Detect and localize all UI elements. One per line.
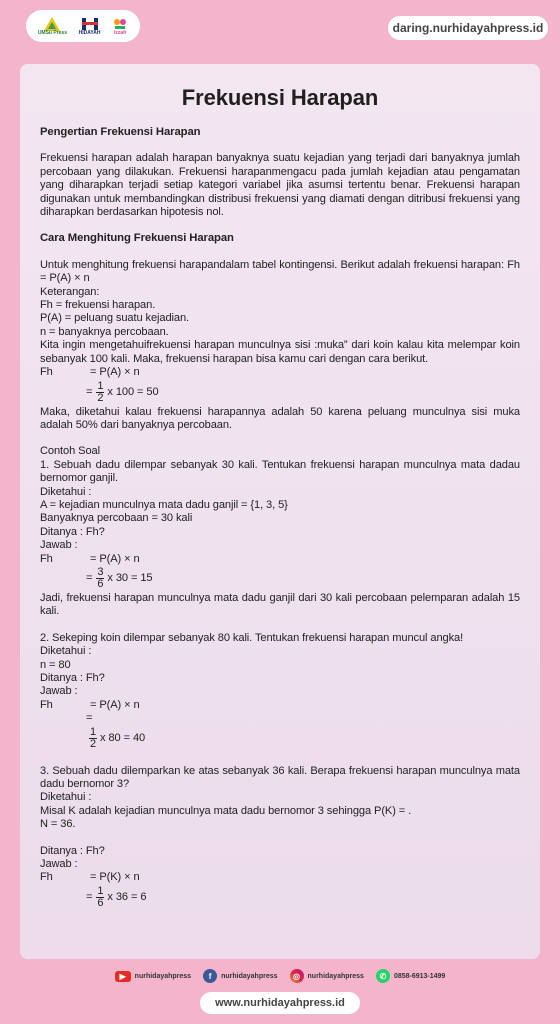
question-3: 3. Sebuah dadu dilemparkan ke atas sebanyak 36 kali. Berapa frekuensi harapan munculnya mata dadu bernomor 3? [40,764,520,791]
fraction-calculation: = $\frac{3}{6}$ x 30 = 15 [86,566,153,591]
article-content [40,84,520,911]
facebook-link[interactable]: f nurhidayahpress [203,969,277,983]
formula-line: Fh = P(A) × n [40,698,140,711]
fraction: $\frac{3}{6}$ [97,566,104,591]
given-item: n = 80 [40,658,71,671]
facebook-icon: f [203,969,217,983]
ditanya-label: Ditanya : Fh? [40,844,105,857]
website-url-badge[interactable]: www.nurhidayahpress.id [200,992,360,1014]
youtube-link[interactable]: ▶ nurhidayahpress [115,971,191,982]
keterangan-item: n = banyaknya percobaan. [40,325,169,338]
site-url-badge[interactable]: daring.nurhidayahpress.id [388,16,548,40]
given-item: Banyaknya percobaan = 30 kali [40,512,193,525]
contoh-soal-heading: Contoh Soal [40,445,100,458]
publisher-logos [26,10,140,42]
question-1: 1. Sebuah dadu dilempar sebanyak 30 kali. Tentukan frekuensi harapan munculnya mata dadau bernomor ganjil. [40,458,520,485]
formula-line: Fh = P(A) × n [40,552,140,565]
keterangan-item: Fh = frekuensi harapan. [40,299,156,312]
jawab-label: Jawab : [40,858,78,871]
conclusion-paragraph: Jadi, frekuensi harapan munculnya mata dadu ganjil dari 30 kali percobaan pelemparan adalah 15 kali. [40,591,520,618]
jawab-label: Jawab : [40,539,78,552]
umsu-press-logo: UMSu Press [38,17,67,36]
cara-paragraph: Untuk menghitung frekuensi harapandalam tabel kontingensi. Berikut adalah frekuensi harapan: Fh = P(A) × n [40,258,520,285]
jawab-label: Jawab : [40,685,78,698]
fraction-calculation: $\frac{1}{2}$ x 80 = 40 [90,726,146,751]
diketahui-label: Diketahui : [40,791,92,804]
ditanya-label: Ditanya : Fh? [40,672,105,684]
given-item: N = 36. [40,818,76,831]
hidayah-logo: HIDAYAH [79,17,101,36]
youtube-icon: ▶ [115,971,131,982]
pengertian-paragraph: Frekuensi harapan adalah harapan banyaknya suatu kejadian yang terjadi dari banyaknya jumlah percobaan yang dilakukan. Frekuensi harapanmengacu pada jumlah kejadian atau pengamatan yang diharapkan terjadi setiap kategori variabel jika asumsi tertentu benar. Frekuensi harapan digunakan untuk membandingkan distribusi frekuensi yang diamati dengan ditribusi frekuensi yang diharapkan berdasarkan hipotesis nol. [40,152,520,219]
whatsapp-icon: ✆ [376,969,390,983]
keterangan-item: P(A) = peluang suatu kejadian. [40,312,190,325]
izzah-logo: Izzah [112,17,128,36]
equals-line: = [86,712,93,725]
header-bar [0,0,560,56]
given-item: Misal K adalah kejadian munculnya mata dadu bernomor 3 sehingga P(K) = . [40,804,412,817]
diketahui-label: Diketahui : [40,485,92,498]
section-heading-cara: Cara Menghitung Frekuensi Harapan [40,232,234,245]
ditanya-label: Ditanya : Fh? [40,525,105,538]
fraction-calculation: = $\frac{1}{2}$ x 100 = 50 [86,380,159,404]
whatsapp-link[interactable]: ✆ 0858-6913-1499 [376,969,445,983]
example-paragraph: Kita ingin mengetahuifrekuensi harapan munculnya sisi :muka” dari koin kalau kita melempar koin sebanyak 100 kali. Maka, frekuensi harapan bisa kamu cari dengan cara berikut. [40,339,520,365]
page-title: Frekuensi Harapan [181,85,379,110]
question-2: 2. Sekeping koin dilempar sebanyak 80 kali. Tentukan frekuensi harapan muncul angka! [40,631,464,644]
instagram-icon: ◎ [290,969,304,983]
keterangan-label: Keterangan: [40,285,100,298]
fraction-calculation: = $\frac{1}{6}$ x 36 = 6 [86,885,147,910]
article-card [20,64,540,959]
conclusion-paragraph: Maka, diketahui kalau frekuensi harapannya adalah 50 karena peluang munculnya sisi muka adalah 50% dari banyaknya percobaan. [40,405,520,431]
fraction: $\frac{1}{2}$ [90,726,97,751]
formula-line: Fh = P(K) × n [40,871,140,884]
instagram-link[interactable]: ◎ nurhidayahpress [290,969,364,983]
diketahui-label: Diketahui : [40,645,92,658]
social-links [0,968,560,984]
fraction: $\frac{1}{2}$ [97,380,104,404]
formula-line: Fh = P(A) × n [40,366,140,379]
fraction: $\frac{1}{6}$ [97,885,104,910]
section-heading-pengertian: Pengertian Frekuensi Harapan [40,126,201,138]
given-item: A = kejadian munculnya mata dadu ganjil = {1, 3, 5} [40,498,288,511]
